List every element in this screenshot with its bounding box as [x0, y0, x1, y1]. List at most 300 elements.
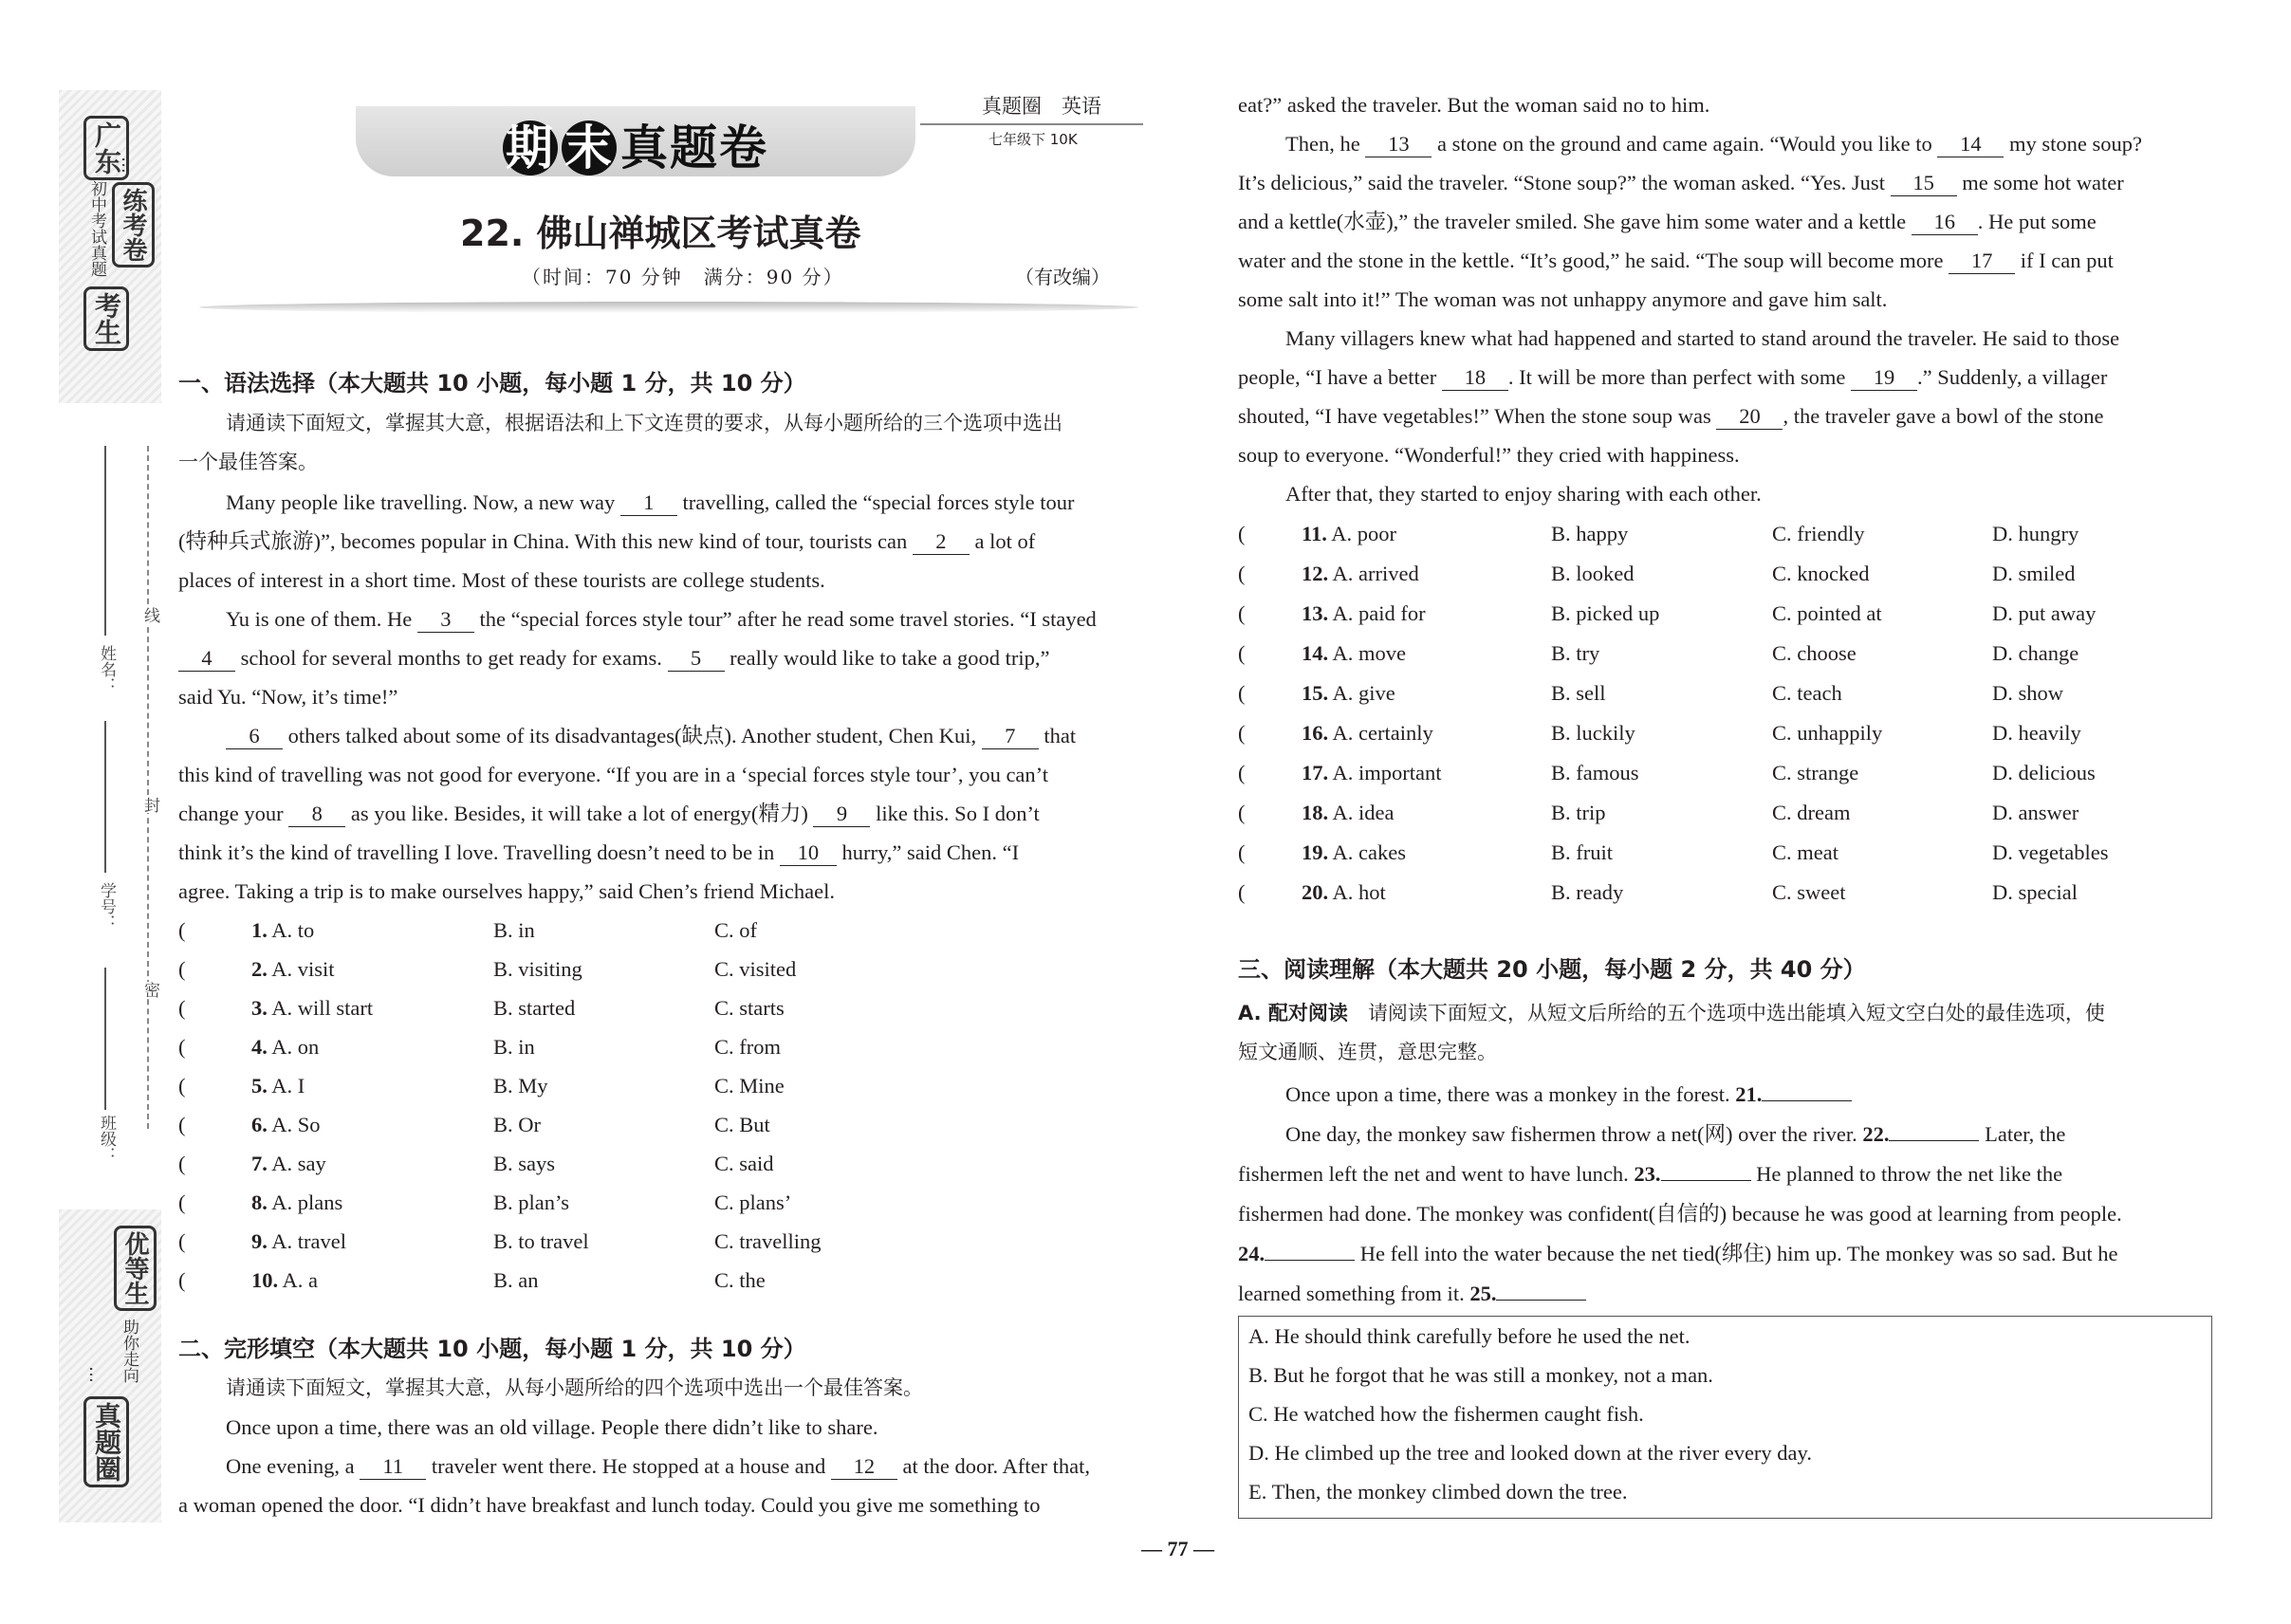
section3-title: 三、阅读理解（本大题共 20 小题，每小题 2 分，共 40 分）	[1238, 956, 1866, 983]
question-20-option-d[interactable]: D. special	[1992, 880, 2078, 904]
binding-dashed-line	[147, 446, 149, 1129]
question-16-option-c[interactable]: C. unhappily	[1772, 721, 1883, 745]
question-1-option-b[interactable]: B. in	[493, 918, 535, 942]
section1-instruction: 一个最佳答案。	[178, 451, 318, 473]
answer-paren: (	[178, 1268, 186, 1292]
passage-text: shouted, “I have vegetables!” When the stone soup was	[1238, 404, 1711, 428]
sidebar-label	[112, 180, 155, 269]
passage-line	[1238, 163, 2210, 203]
blank-21[interactable]	[1762, 1100, 1852, 1101]
blank-number: 24.	[1238, 1242, 1266, 1265]
passage-text: school for several months to get ready for exams.	[240, 646, 662, 670]
sidebar-label	[114, 1224, 157, 1313]
blank[interactable]: 15	[1891, 171, 1957, 196]
blank[interactable]: 16	[1912, 210, 1978, 235]
option-text: A. certainly	[1332, 721, 1433, 745]
passage-text: . It will be more than perfect with some	[1507, 365, 1846, 389]
blank-number: 21.	[1735, 1082, 1763, 1106]
question-7-option-b[interactable]: B. says	[493, 1152, 556, 1175]
question-number: 8.	[251, 1190, 268, 1214]
passage-line	[1238, 1154, 2210, 1194]
answer-paren: (	[178, 1152, 186, 1175]
question-11-option-d[interactable]: D. hungry	[1992, 522, 2079, 545]
option-text: A. paid for	[1332, 601, 1426, 625]
question-17[interactable]	[1238, 761, 1246, 785]
question-10[interactable]	[178, 1268, 186, 1293]
passage-line	[178, 833, 1160, 873]
question-12-option-c[interactable]: C. knocked	[1772, 562, 1870, 585]
student-id-label: 学号：	[97, 882, 116, 931]
instruction-text: 请阅读下面短文，从短文后所给的五个选项中选出能填入短文空白处的最佳选项，使	[1367, 1002, 2105, 1024]
passage-line	[226, 716, 1160, 756]
answer-paren: (	[1238, 761, 1246, 784]
banner-circle-char: 期	[503, 120, 558, 175]
passage-text: . He put some	[1977, 210, 2097, 233]
question-1-option-a[interactable]	[251, 918, 314, 943]
question-number: 3.	[251, 996, 268, 1020]
name-field-line[interactable]	[104, 446, 106, 636]
question-1-option-c[interactable]: C. of	[714, 918, 757, 942]
question-13[interactable]	[1238, 601, 1246, 626]
option-text: A. give	[1332, 681, 1395, 705]
answer-paren: (	[1238, 801, 1246, 824]
section3-instruction	[1238, 994, 2210, 1034]
passage-text: Later, the	[1985, 1122, 2066, 1146]
answer-paren: (	[1238, 840, 1246, 864]
passage-line: After that, they started to enjoy sharing with each other.	[1285, 482, 1762, 506]
question-20[interactable]	[1238, 880, 1246, 905]
question-19[interactable]	[1238, 840, 1246, 865]
blank[interactable]: 19	[1851, 365, 1917, 391]
passage-line	[1238, 202, 2210, 242]
passage-text: It’s delicious,” said the traveler. “Stone soup?” the woman asked. “Yes. Just	[1238, 171, 1885, 194]
question-6-option-a[interactable]	[251, 1113, 321, 1137]
matching-option-e[interactable]: E. Then, the monkey climbed down the tree.	[1248, 1480, 1628, 1504]
question-8-option-a[interactable]	[251, 1190, 342, 1215]
answer-paren: (	[1238, 601, 1246, 625]
question-4[interactable]	[178, 1035, 186, 1060]
passage-text: a lot of	[974, 529, 1036, 553]
question-number: 17.	[1302, 761, 1329, 784]
passage-text: others talked about some of its disadvantages(缺点). Another student, Chen Kui,	[287, 724, 977, 747]
answer-paren: (	[1238, 562, 1246, 585]
passage-text: water and the stone in the kettle. “It’s good,” he said. “The soup will become more	[1238, 249, 1944, 272]
blank[interactable]: 11	[360, 1454, 426, 1480]
question-4-option-a[interactable]	[251, 1035, 319, 1060]
blank[interactable]: 6	[226, 724, 283, 749]
answer-paren: (	[178, 996, 186, 1020]
question-number: 15.	[1302, 681, 1329, 705]
option-text: A. visit	[271, 957, 335, 981]
question-14-option-d[interactable]: D. change	[1992, 641, 2079, 665]
question-number: 7.	[251, 1152, 268, 1175]
blank[interactable]: 9	[813, 802, 870, 827]
question-8-option-b[interactable]: B. plan’s	[493, 1190, 570, 1214]
passage-line	[1285, 124, 2210, 164]
question-4-option-c[interactable]: C. from	[714, 1035, 781, 1059]
passage-text: people, “I have a better	[1238, 365, 1437, 389]
question-number: 18.	[1302, 801, 1329, 824]
sidebar-label	[83, 285, 129, 353]
passage-text: like this. So I don’t	[876, 802, 1040, 825]
option-text: A. travel	[271, 1229, 346, 1253]
class-label: 班级：	[97, 1115, 116, 1163]
passage-text: really would like to take a good trip,”	[730, 646, 1050, 670]
passage-text: He fell into the water because the net tied(绑住) him up. The monkey was so sad. But he	[1359, 1242, 2118, 1265]
passage-text: as you like. Besides, it will take a lot of energy(精力)	[350, 802, 808, 825]
sidebar-box-text: 优等生	[114, 1226, 157, 1311]
blank-number: 25.	[1469, 1282, 1497, 1305]
passage-text: me some hot water	[1962, 171, 2124, 194]
passage-text: traveler went there. He stopped at a house and	[431, 1454, 826, 1478]
question-15-option-c[interactable]: C. teach	[1772, 681, 1842, 705]
class-field-line[interactable]	[104, 968, 106, 1110]
question-number: 13.	[1302, 601, 1329, 625]
question-14-option-b[interactable]: B. try	[1551, 641, 1600, 665]
option-text: A. So	[271, 1113, 321, 1136]
answer-paren: (	[178, 1190, 186, 1214]
question-16[interactable]	[1238, 721, 1246, 746]
option-text: A. hot	[1332, 880, 1386, 904]
question-number: 1.	[251, 918, 268, 942]
question-20-option-a[interactable]	[1302, 880, 1386, 905]
question-9-option-a[interactable]	[251, 1229, 346, 1254]
question-3[interactable]	[178, 996, 186, 1021]
question-18-option-b[interactable]: B. trip	[1551, 801, 1606, 824]
passage-line	[226, 483, 1160, 523]
question-1[interactable]	[178, 918, 186, 943]
question-number: 16.	[1302, 721, 1329, 745]
blank-number: 22.	[1862, 1122, 1890, 1146]
question-18-option-c[interactable]: C. dream	[1772, 801, 1851, 824]
passage-line	[226, 600, 1160, 639]
blank[interactable]: 1	[620, 490, 677, 516]
option-text: A. arrived	[1332, 562, 1419, 585]
blank[interactable]: 3	[417, 607, 474, 633]
question-15-option-d[interactable]: D. show	[1992, 681, 2064, 705]
edited-note: （有改编）	[1015, 266, 1110, 288]
answer-paren: (	[1238, 522, 1246, 545]
answer-paren: (	[178, 1229, 186, 1253]
option-text: A. to	[271, 918, 315, 942]
question-13-option-d[interactable]: D. put away	[1992, 601, 2097, 625]
question-7-option-a[interactable]	[251, 1152, 326, 1176]
question-14-option-c[interactable]: C. choose	[1772, 641, 1857, 665]
question-20-option-c[interactable]: C. sweet	[1772, 880, 1846, 904]
question-4-option-b[interactable]: B. in	[493, 1035, 535, 1059]
passage-line: fishermen had done. The monkey was confident(自信的) because he was good at learning from people.	[1238, 1202, 2122, 1226]
passage-line	[1238, 397, 2210, 436]
answer-paren: (	[1238, 641, 1246, 665]
question-13-option-c[interactable]: C. pointed at	[1772, 601, 1882, 625]
question-6-option-c[interactable]: C. But	[714, 1113, 770, 1136]
passage-line	[226, 1447, 1160, 1486]
question-7-option-c[interactable]: C. said	[714, 1152, 774, 1175]
question-number: 10.	[251, 1268, 279, 1292]
question-8[interactable]	[178, 1190, 186, 1215]
passage-line	[1285, 1075, 1852, 1115]
question-19-option-d[interactable]: D. vegetables	[1992, 840, 2109, 864]
passage-line: Once upon a time, there was an old village. People there didn’t like to share.	[226, 1415, 878, 1439]
exam-title: 22. 佛山禅城区考试真卷	[460, 212, 861, 254]
binding-mark: 线	[139, 607, 162, 623]
option-text: A. will start	[271, 996, 374, 1020]
question-2-option-b[interactable]: B. visiting	[493, 957, 582, 981]
answer-paren: (	[178, 918, 186, 942]
option-text: A. on	[271, 1035, 320, 1059]
passage-text: the “special forces style tour” after he read some travel stories. “I stayed	[479, 607, 1097, 631]
question-7[interactable]	[178, 1152, 186, 1176]
answer-paren: (	[178, 1035, 186, 1059]
banner-title-rest: 真题卷	[620, 120, 768, 175]
question-17-option-d[interactable]: D. delicious	[1992, 761, 2096, 784]
blank[interactable]: 8	[288, 802, 345, 827]
sidebar-label: 初中考试真题	[87, 180, 106, 277]
question-13-option-a[interactable]	[1302, 601, 1426, 626]
blank-25[interactable]	[1496, 1300, 1586, 1301]
question-17-option-c[interactable]: C. strange	[1772, 761, 1859, 784]
question-15-option-a[interactable]	[1302, 681, 1395, 706]
question-13-option-b[interactable]: B. picked up	[1551, 601, 1660, 625]
question-6-option-b[interactable]: B. Or	[493, 1113, 541, 1136]
passage-line	[1238, 358, 2210, 397]
question-19-option-a[interactable]	[1302, 840, 1406, 865]
question-2[interactable]	[178, 957, 186, 982]
matching-options-box	[1238, 1316, 2212, 1519]
option-text: A. idea	[1332, 801, 1395, 824]
passage-text: a stone on the ground and came again. “Would you like to	[1436, 132, 1932, 156]
question-16-option-d[interactable]: D. heavily	[1992, 721, 2081, 745]
option-text: A. move	[1332, 641, 1407, 665]
matching-option-a[interactable]: A. He should think carefully before he used the net.	[1248, 1324, 1691, 1348]
passage-line	[178, 638, 1160, 678]
passage-text: if I can put	[2020, 249, 2114, 272]
matching-option-d[interactable]: D. He climbed up the tree and looked down at the river every day.	[1248, 1441, 1812, 1465]
question-number: 9.	[251, 1229, 268, 1253]
passage-text: that	[1044, 724, 1077, 747]
passage-line: said Yu. “Now, it’s time!”	[178, 685, 398, 709]
question-15-option-b[interactable]: B. sell	[1551, 681, 1606, 705]
blank[interactable]: 20	[1716, 404, 1783, 430]
question-9-option-b[interactable]: B. to travel	[493, 1229, 589, 1253]
option-text: A. I	[271, 1074, 305, 1098]
section1-title: 一、语法选择（本大题共 10 小题，每小题 1 分，共 10 分）	[178, 370, 806, 397]
question-12-option-d[interactable]: D. smiled	[1992, 562, 2076, 585]
passage-line	[1238, 1234, 2210, 1274]
question-11[interactable]	[1238, 522, 1246, 546]
grade-label: 七年级下 10K	[988, 131, 1078, 148]
passage-line: this kind of travelling was not good for everyone. “If you are in a ‘special forces style tour’, you can’t	[178, 763, 1049, 786]
question-10-option-c[interactable]: C. the	[714, 1268, 766, 1292]
passage-text: .” Suddenly, a villager	[1917, 365, 2108, 389]
question-number: 11.	[1302, 522, 1327, 545]
question-11-option-b[interactable]: B. happy	[1551, 522, 1629, 545]
question-2-option-c[interactable]: C. visited	[714, 957, 797, 981]
blank[interactable]: 18	[1442, 365, 1508, 391]
answer-paren: (	[178, 1074, 186, 1098]
passage-line	[1238, 1274, 1586, 1314]
question-14[interactable]	[1238, 641, 1246, 666]
question-5-option-a[interactable]	[251, 1074, 305, 1098]
sidebar-box-text: 广东	[83, 116, 129, 180]
exam-info: （时间：70 分钟 满分：90 分）	[522, 266, 844, 288]
option-text: A. important	[1332, 761, 1442, 784]
passage-text: travelling, called the “special forces style tour	[682, 490, 1075, 514]
answer-paren: (	[1238, 721, 1246, 745]
question-10-option-a[interactable]	[251, 1268, 318, 1293]
sidebar-label: …	[118, 157, 138, 174]
question-8-option-c[interactable]: C. plans’	[714, 1190, 792, 1214]
header-divider	[199, 302, 1138, 313]
passage-text: Once upon a time, there was a monkey in the forest.	[1285, 1082, 1730, 1106]
question-14-option-a[interactable]	[1302, 641, 1406, 666]
question-number: 2.	[251, 957, 268, 981]
question-20-option-b[interactable]: B. ready	[1551, 880, 1624, 904]
question-number: 4.	[251, 1035, 268, 1059]
sidebar-box-text: 考生	[83, 286, 129, 351]
passage-text: He planned to throw the net like the	[1756, 1162, 2063, 1186]
blank-24[interactable]	[1265, 1260, 1355, 1261]
passage-text: change your	[178, 802, 284, 825]
passage-line: some salt into it!” The woman was not unhappy anymore and gave him salt.	[1238, 287, 1888, 311]
passage-text: my stone soup?	[2009, 132, 2143, 156]
section3-instruction: 短文通顺、连贯，意思完整。	[1238, 1041, 1497, 1063]
student-id-field-line[interactable]	[104, 721, 106, 873]
passage-text: and a kettle(水壶),” the traveler smiled. She gave him some water and a kettle	[1238, 210, 1907, 233]
passage-text: Yu is one of them. He	[226, 607, 413, 631]
question-number: 19.	[1302, 840, 1329, 864]
question-number: 14.	[1302, 641, 1329, 665]
question-5-option-b[interactable]: B. My	[493, 1074, 548, 1098]
question-16-option-a[interactable]	[1302, 721, 1433, 746]
passage-text: , the traveler gave a bowl of the stone	[1783, 404, 2104, 428]
sidebar-label: 助你走向	[120, 1319, 139, 1383]
passage-line: a woman opened the door. “I didn’t have breakfast and lunch today. Could you give me something to	[178, 1493, 1041, 1517]
blank-23[interactable]	[1661, 1180, 1751, 1181]
passage-text: (特种兵式旅游)”, becomes popular in China. With this new kind of tour, tourists can	[178, 529, 908, 553]
passage-line	[178, 794, 1160, 834]
blank-22[interactable]	[1889, 1140, 1979, 1141]
question-number: 20.	[1302, 880, 1329, 904]
section2-instruction: 请通读下面短文，掌握其大意，从每小题所给的四个选项中选出一个最佳答案。	[226, 1376, 923, 1399]
option-text: A. poor	[1331, 522, 1397, 545]
binding-mark: 密	[139, 982, 162, 998]
blank[interactable]: 12	[831, 1454, 897, 1480]
passage-line: agree. Taking a trip is to make ourselves happy,” said Chen’s friend Michael.	[178, 879, 835, 903]
series-label: 真题圈 英语	[982, 95, 1101, 118]
passage-text: One evening, a	[226, 1454, 355, 1478]
question-12[interactable]	[1238, 562, 1246, 586]
question-9-option-c[interactable]: C. travelling	[714, 1229, 822, 1253]
question-5[interactable]	[178, 1074, 186, 1098]
question-5-option-c[interactable]: C. Mine	[714, 1074, 785, 1098]
passage-text: Then, he	[1285, 132, 1360, 156]
question-number: 6.	[251, 1113, 268, 1136]
passage-line	[1285, 1115, 2210, 1154]
question-6[interactable]	[178, 1113, 186, 1137]
passage-line: places of interest in a short time. Most of these tourists are college students.	[178, 568, 825, 592]
passage-text: hurry,” said Chen. “I	[841, 840, 1020, 864]
option-text: A. cakes	[1332, 840, 1406, 864]
blank[interactable]: 7	[982, 724, 1039, 749]
option-text: A. a	[282, 1268, 319, 1292]
question-16-option-b[interactable]: B. luckily	[1551, 721, 1635, 745]
section1-instruction: 请通读下面短文，掌握其大意，根据语法和上下文连贯的要求，从每小题所给的三个选项中选出	[226, 412, 1062, 434]
sidebar-label: …	[85, 1366, 105, 1383]
passage-text: Many people like travelling. Now, a new way	[226, 490, 616, 514]
blank[interactable]: 17	[1949, 249, 2015, 274]
passage-line	[178, 522, 1160, 562]
blank[interactable]: 5	[668, 646, 725, 672]
banner-circle-char: 末	[562, 120, 617, 175]
blank[interactable]: 10	[780, 840, 837, 866]
passage-line: soup to everyone. “Wonderful!” they cried with happiness.	[1238, 443, 1740, 467]
blank-number: 23.	[1634, 1162, 1661, 1186]
banner-title	[503, 110, 768, 178]
question-12-option-a[interactable]	[1302, 562, 1419, 586]
answer-paren: (	[1238, 681, 1246, 705]
question-number: 12.	[1302, 562, 1329, 585]
passage-text: One day, the monkey saw fishermen throw a net(网) over the river.	[1285, 1122, 1857, 1146]
question-3-option-c[interactable]: C. starts	[714, 996, 785, 1020]
question-9[interactable]	[178, 1229, 186, 1254]
question-18-option-a[interactable]	[1302, 801, 1395, 825]
header-rule	[920, 123, 1143, 125]
sidebar-box-text: 真题圈	[83, 1396, 129, 1487]
sidebar-box-text: 练考卷	[112, 182, 155, 268]
question-number: 5.	[251, 1074, 268, 1098]
question-17-option-b[interactable]: B. famous	[1551, 761, 1639, 784]
question-19-option-b[interactable]: B. fruit	[1551, 840, 1613, 864]
passage-text: fishermen left the net and went to have lunch.	[1238, 1162, 1629, 1186]
answer-paren: (	[178, 957, 186, 981]
question-10-option-b[interactable]: B. an	[493, 1268, 539, 1292]
binding-mark: 封	[139, 797, 162, 813]
page-number: — 77 —	[1141, 1537, 1214, 1560]
question-15[interactable]	[1238, 681, 1246, 706]
blank[interactable]: 14	[1937, 132, 2004, 157]
answer-paren: (	[178, 1113, 186, 1136]
answer-paren: (	[1238, 880, 1246, 904]
question-19-option-c[interactable]: C. meat	[1772, 840, 1838, 864]
blank[interactable]: 2	[913, 529, 970, 555]
matching-option-c[interactable]: C. He watched how the fishermen caught fish.	[1248, 1402, 1644, 1426]
question-3-option-a[interactable]	[251, 996, 373, 1021]
question-11-option-c[interactable]: C. friendly	[1772, 522, 1865, 545]
blank[interactable]: 13	[1365, 132, 1432, 157]
name-label: 姓名：	[97, 645, 116, 693]
question-18[interactable]	[1238, 801, 1246, 825]
question-18-option-d[interactable]: D. answer	[1992, 801, 2079, 824]
question-12-option-b[interactable]: B. looked	[1551, 562, 1635, 585]
section2-title: 二、完形填空（本大题共 10 小题，每小题 1 分，共 10 分）	[178, 1336, 806, 1362]
question-2-option-a[interactable]	[251, 957, 335, 982]
part-label: A. 配对阅读	[1238, 1002, 1348, 1024]
question-11-option-a[interactable]	[1302, 522, 1396, 546]
passage-text: think it’s the kind of travelling I love. Travelling doesn’t need to be in	[178, 840, 775, 864]
question-17-option-a[interactable]	[1302, 761, 1442, 785]
sidebar-label	[83, 1394, 129, 1489]
matching-option-b[interactable]: B. But he forgot that he was still a monkey, not a man.	[1248, 1363, 1713, 1387]
passage-line	[1238, 241, 2210, 281]
passage-text: learned something from it.	[1238, 1282, 1465, 1305]
passage-line: Many villagers knew what had happened and started to stand around the traveler. He said to those	[1285, 326, 2120, 350]
option-text: A. say	[271, 1152, 326, 1175]
blank[interactable]: 4	[178, 646, 235, 672]
question-3-option-b[interactable]: B. started	[493, 996, 576, 1020]
passage-text: at the door. After that,	[902, 1454, 1090, 1478]
passage-line: eat?” asked the traveler. But the woman said no to him.	[1238, 93, 1710, 117]
